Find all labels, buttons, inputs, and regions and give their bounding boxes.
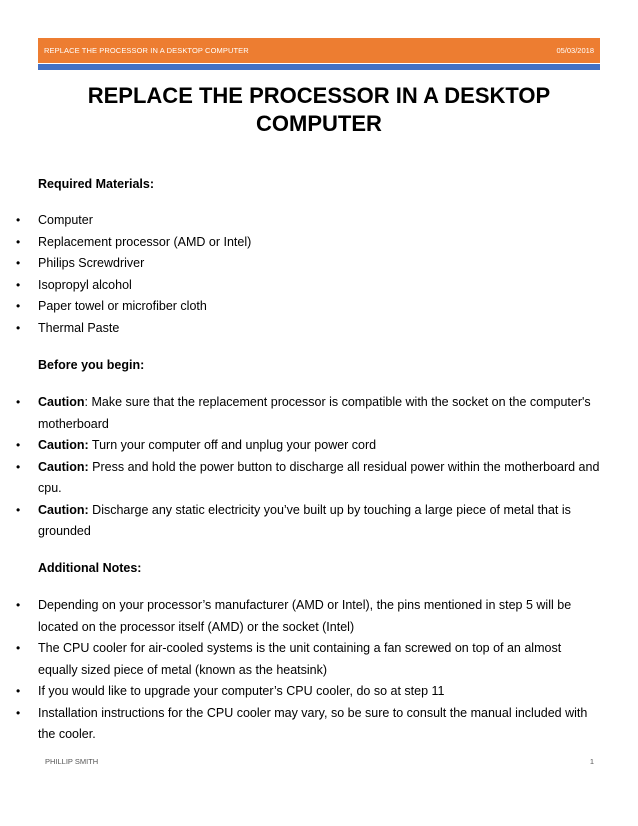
document-title-line-2: COMPUTER — [256, 111, 382, 136]
document-title — [38, 82, 600, 138]
header-date: 05/03/2018 — [556, 46, 594, 55]
before-you-begin-list — [0, 392, 600, 543]
caution-label: Caution: — [38, 438, 89, 452]
caution-label: Caution — [38, 395, 85, 409]
caution-item — [0, 500, 600, 543]
list-item: • If you would like to upgrade your computer’s CPU cooler, do so at step 11 — [0, 681, 600, 703]
list-item: • Philips Screwdriver — [0, 253, 600, 275]
caution-item — [0, 392, 600, 435]
list-item: • Installation instructions for the CPU cooler may vary, so be sure to consult the manual included with the cooler. — [0, 703, 600, 746]
list-item: • Depending on your processor’s manufacturer (AMD or Intel), the pins mentioned in step 5 will be located on the processor itself (AMD) or the socket (Intel) — [0, 595, 600, 638]
additional-notes-list — [0, 595, 600, 746]
list-item: • Thermal Paste — [0, 318, 600, 340]
before-you-begin-heading: Before you begin: — [38, 358, 145, 372]
caution-text: Discharge any static electricity you’ve built up by touching a large piece of metal that is grounded — [38, 502, 571, 538]
list-item: • Replacement processor (AMD or Intel) — [0, 232, 600, 254]
caution-label: Caution: — [38, 502, 89, 517]
required-materials-list — [0, 210, 600, 339]
document-title-line-1: REPLACE THE PROCESSOR IN A DESKTOP — [87, 83, 551, 108]
page-header-bar — [38, 38, 600, 63]
header-title: REPLACE THE PROCESSOR IN A DESKTOP COMPUTER — [44, 46, 249, 55]
additional-notes-heading: Additional Notes: — [38, 561, 142, 575]
caution-item — [0, 435, 600, 457]
footer-author: PHILLIP SMITH — [45, 757, 99, 766]
caution-text: Turn your computer off and unplug your power cord — [88, 438, 377, 452]
list-item: • Paper towel or microfiber cloth — [0, 296, 600, 318]
caution-text: : Make sure that the replacement processor is compatible with the socket on the computer's motherboard — [38, 395, 591, 431]
list-item: • Computer — [0, 210, 600, 232]
caution-item — [0, 457, 600, 500]
footer-page-number: 1 — [589, 757, 594, 766]
caution-text: Press and hold the power button to discharge all residual power within the motherboard and cpu. — [38, 459, 600, 495]
list-item: • Isopropyl alcohol — [0, 275, 600, 297]
header-divider — [38, 64, 600, 70]
list-item: • The CPU cooler for air-cooled systems is the unit containing a fan screwed on top of an almost equally sized piece of metal (known as the heatsink) — [0, 638, 600, 681]
caution-label: Caution: — [38, 459, 89, 474]
required-materials-heading: Required Materials: — [38, 177, 155, 191]
